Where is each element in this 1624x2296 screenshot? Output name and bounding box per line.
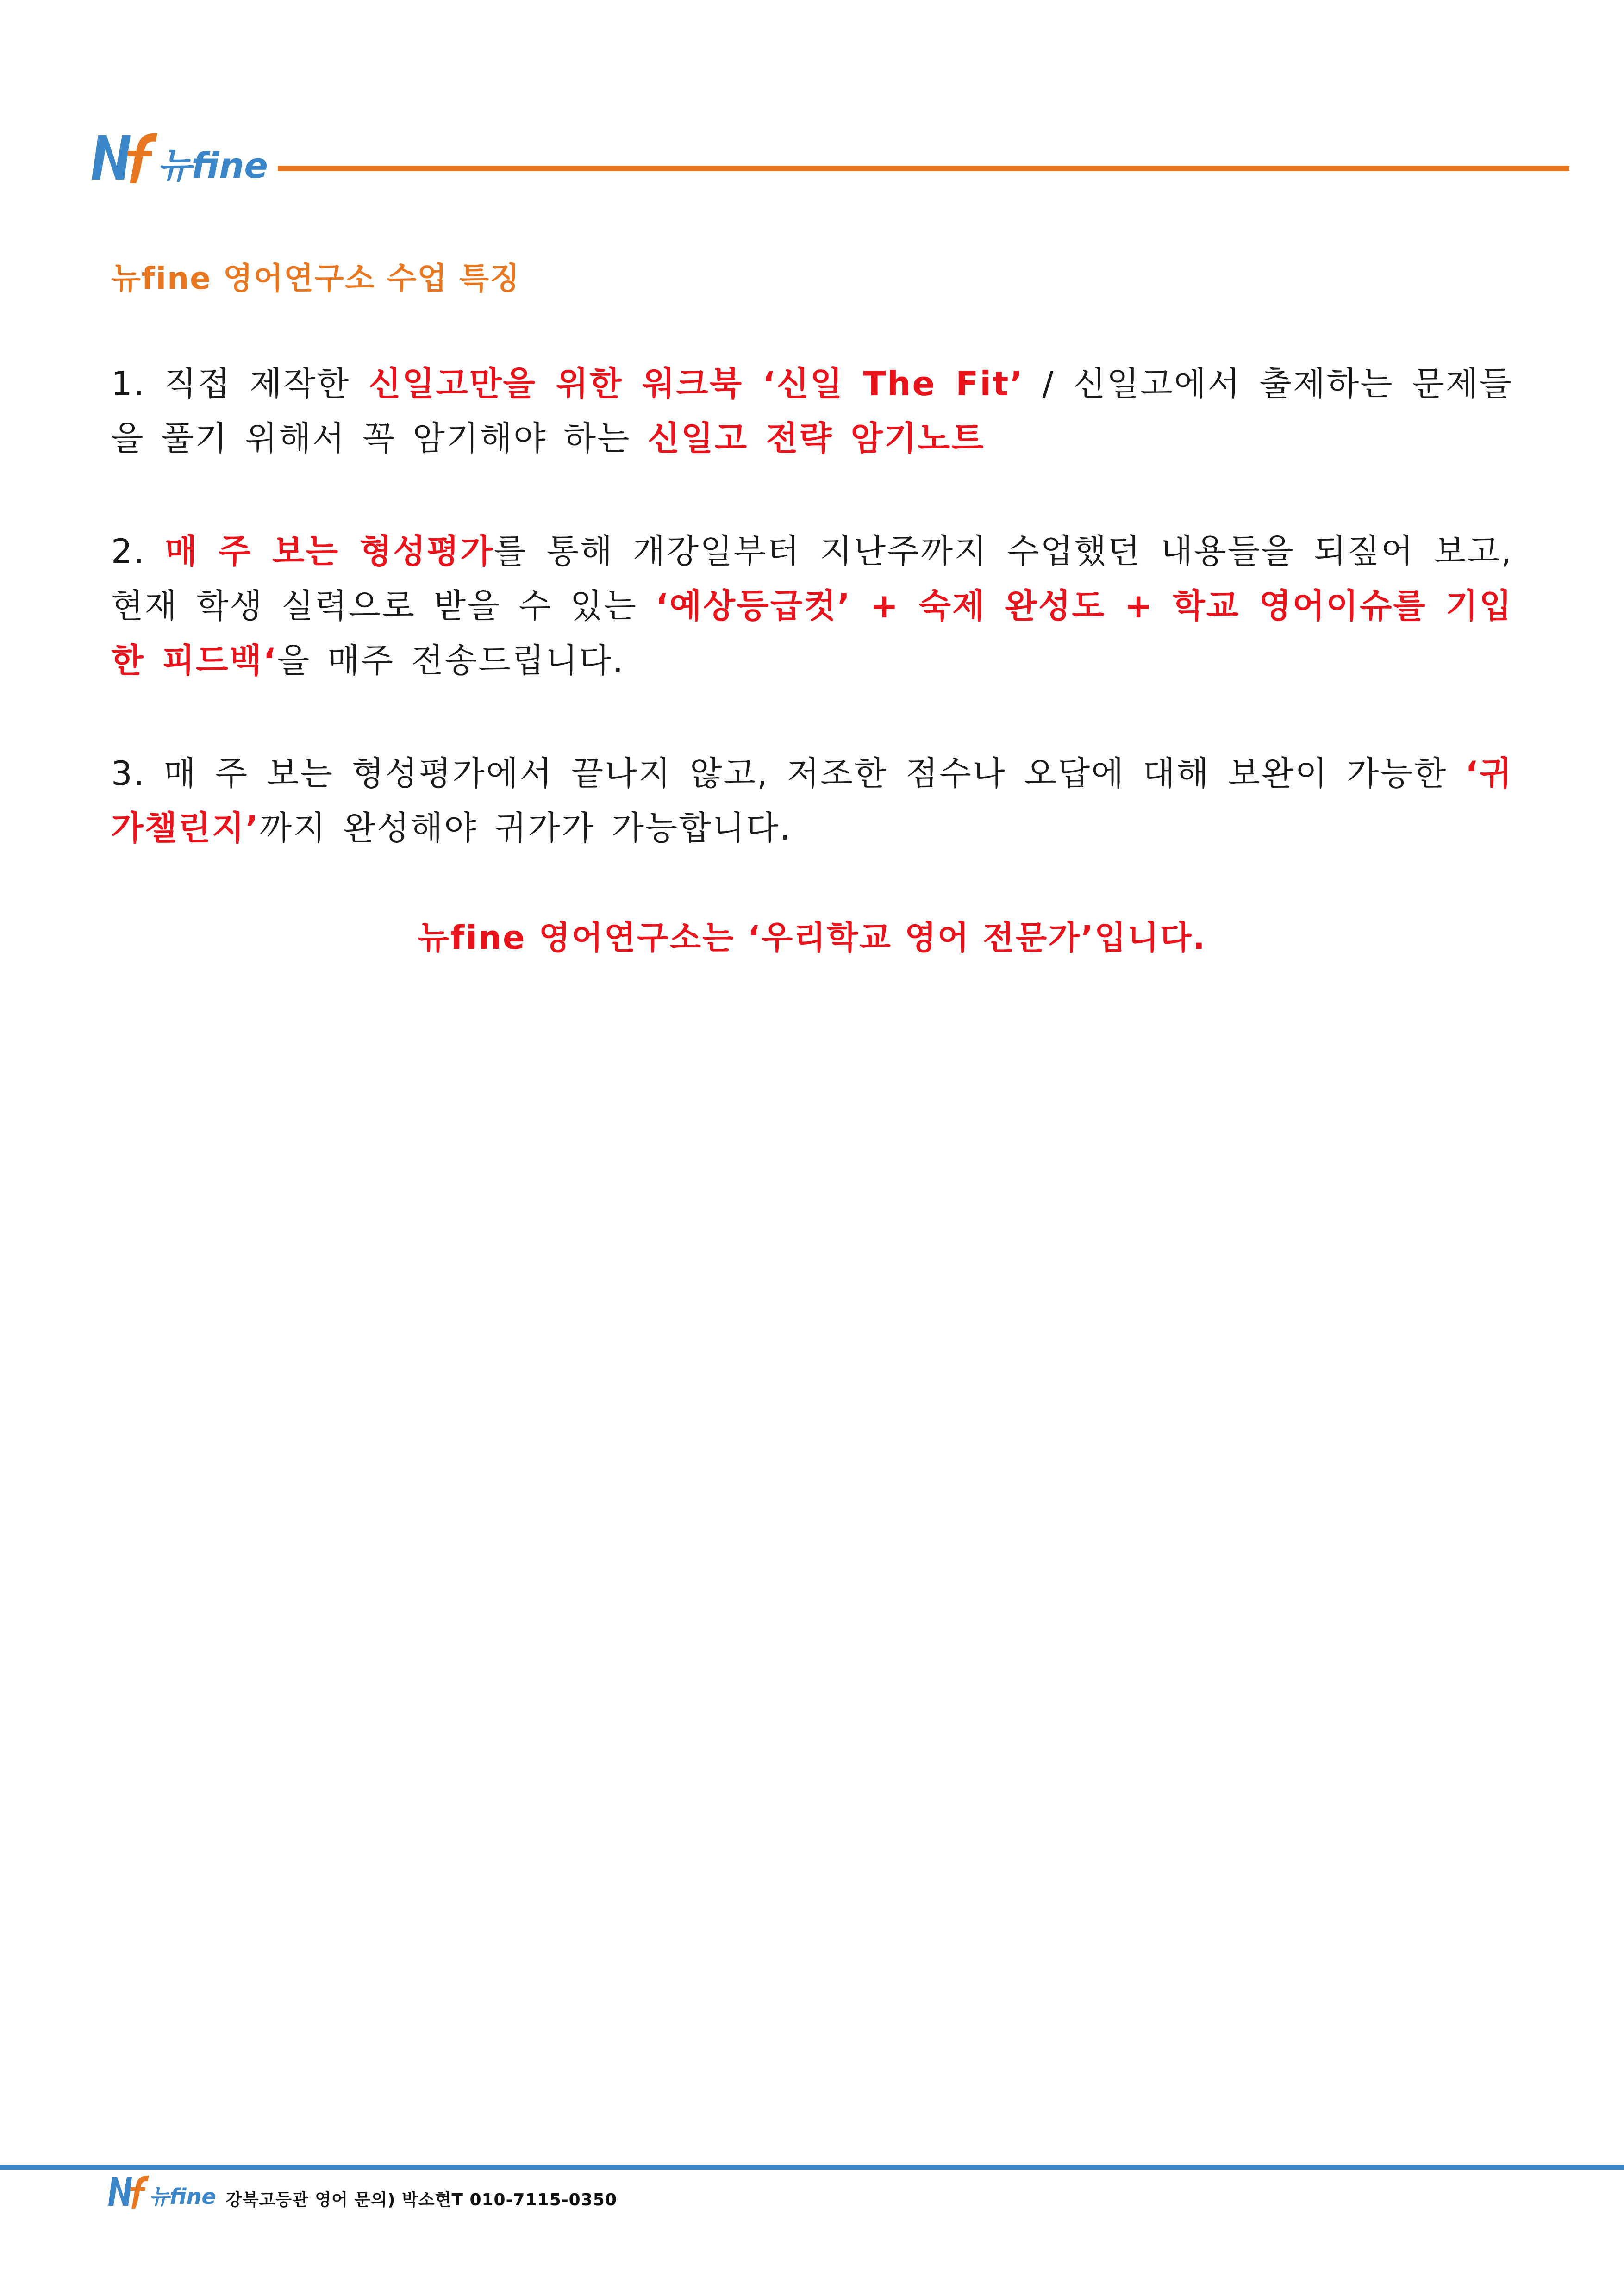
paragraph-highlight: ‘귀가챌린지’ [111,754,1513,847]
paragraph-text: 를 통해 개강일부터 지난주까지 수업했던 내용들을 되짚어 보고, 현재 학생 실력으로 받을 수 있는 [111,532,1513,625]
paragraph-text: 1. 직접 제작한 [111,364,369,403]
paragraph-text: 을 매주 전송드립니다. [277,641,625,680]
paragraph-text: 3. 매 주 보는 형성평가에서 끝나지 않고, 저조한 점수나 오답에 대해 보완이 가능한 [111,754,1466,793]
footer-divider [0,2165,1624,2170]
paragraph-highlight: 매 주 보는 형성평가 [164,532,494,571]
closing-statement: 뉴fine 영어연구소는 ‘우리학교 영어 전문가’입니다. [418,919,1206,957]
svg-text:뉴fine: 뉴fine [157,145,268,186]
header-divider [278,166,1569,171]
paragraph-highlight: ‘예상등급컷’ + 숙제 완성도 + 학교 영어이슈를 기입한 피드백‘ [111,586,1513,680]
footer-contact: 강북고등관 영어 문의) 박소현T 010-7115-0350 [226,2190,617,2209]
feature-paragraph-2 [111,524,1513,688]
section-title: 뉴fine 영어연구소 수업 특징 [111,261,520,296]
paragraph-highlight: 신일고만을 위한 워크북 ‘신일 The Fit’ [369,364,1024,403]
paragraph-highlight: 신일고 전략 암기노트 [647,419,985,458]
nfine-logo [88,125,282,190]
svg-text:뉴fine: 뉴fine [149,2184,216,2209]
feature-paragraph-1 [111,356,1513,466]
nfine-footer-logo [106,2171,222,2212]
paragraph-text: / 신일고에서 출제하는 문제들을 풀기 위해서 꼭 암기해야 하는 [111,364,1513,458]
paragraph-text: 까지 완성해야 귀가가 가능합니다. [259,809,792,847]
paragraph-text: 2. [111,532,165,571]
feature-paragraph-3 [111,746,1513,855]
